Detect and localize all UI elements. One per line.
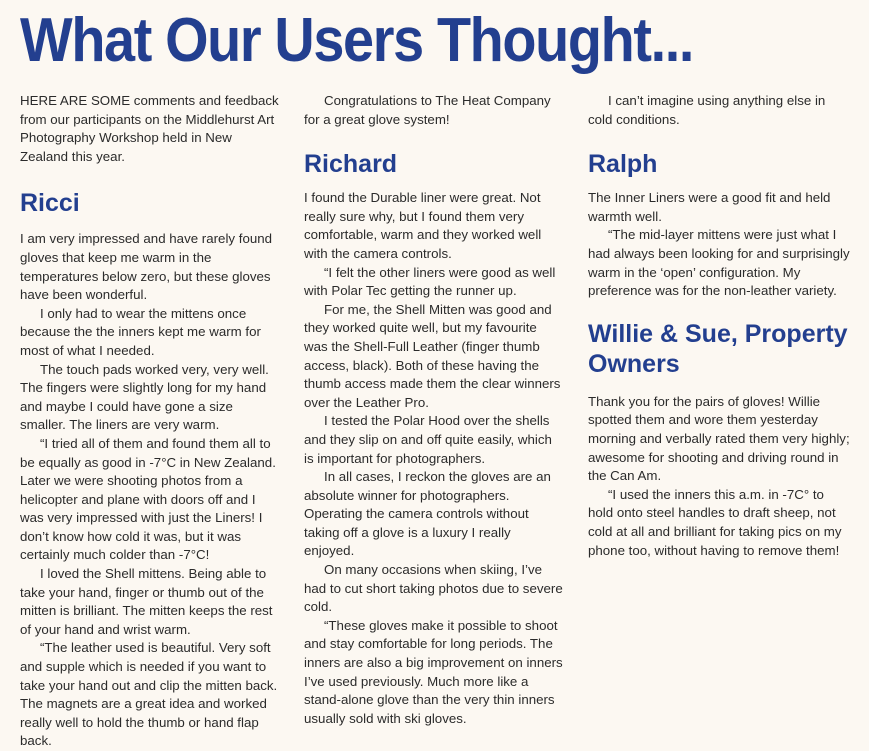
richard-paragraph: I tested the Polar Hood over the shells and they slip on and off quite easily, which is important for photographers. <box>304 413 552 466</box>
richard-paragraph: In all cases, I reckon the gloves are an absolute winner for photographers. Operating the camera controls without taking off a glove is a luxury I really enjoyed. <box>304 469 551 559</box>
heading-richard: Richard <box>304 150 398 179</box>
richard-paragraph: I found the Durable liner were great. Not really sure why, but I found them very comfortable, warm and they worked well with the camera controls. <box>304 190 542 261</box>
column-1 <box>20 92 282 751</box>
ricci-paragraph: “The leather used is beautiful. Very soft and supple which is needed if you want to take your hand out and clip the mitten back. The magnets are a great idea and worked really well to hold the thumb or hand flap back. <box>20 640 278 749</box>
ralph-paragraph: The Inner Liners were a good fit and held warmth well. <box>588 190 831 224</box>
ricci-paragraph: “I tried all of them and found them all to be equally as good in -7°C in New Zealand. Later we were shooting photos from a helicopter and plane with doors off and I was very impressed with just the Liners! I don’t know how cold it was, but it was certainly much colder than -7°C! <box>20 435 276 563</box>
richard-paragraph: For me, the Shell Mitten was good and they worked quite well, but my favourite was the Shell-Full Leather (finger thumb access, black). Both of these having the thumb access made them the clear winners over the Leather Pro. <box>304 301 561 410</box>
heading-ricci: Ricci <box>20 189 80 218</box>
column-3 <box>588 92 850 560</box>
column-2 <box>304 92 564 728</box>
ricci-paragraph: I only had to wear the mittens once because the the inners kept me warm for most of what I needed. <box>20 305 261 358</box>
ricci-paragraph: The touch pads worked very, very well. The fingers were slightly long for my hand and maybe I could have gone a size smaller. The liners are very warm. <box>20 361 269 433</box>
richard-paragraph: I can’t imagine using anything else in cold conditions. <box>588 93 826 127</box>
ricci-paragraph: Congratulations to The Heat Company for a great glove system! <box>304 93 551 127</box>
intro-paragraph: HERE ARE SOME comments and feedback from our participants on the Middlehurst Art Photography Workshop held in New Zealand this year. <box>20 93 279 164</box>
heading-ralph: Ralph <box>588 150 658 179</box>
ricci-paragraph: I loved the Shell mittens. Being able to take your hand, finger or thumb out of the mitten is brilliant. The mitten keeps the rest of your hand and wrist warm. <box>20 566 273 637</box>
ricci-paragraph: I am very impressed and have rarely found gloves that keep me warm in the temperatures below zero, but these gloves have been wonderful. <box>20 231 273 303</box>
willie-paragraph: “I used the inners this a.m. in -7C° to hold onto steel handles to draft sheep, not cold at all and brilliant for taking pics on my phone too, without having to remove them! <box>588 486 842 558</box>
willie-paragraph: Thank you for the pairs of gloves! Willie spotted them and wore them yesterday morning and verbally rated them very highly; awesome for shooting and driving round in the Can Am. <box>588 393 850 484</box>
heading-willie-sue: Willie & Sue, Property Owners <box>588 319 848 378</box>
richard-paragraph: On many occasions when skiing, I’ve had to cut short taking photos due to severe cold. <box>304 562 563 615</box>
richard-paragraph: “I felt the other liners were good as well with Polar Tec getting the runner up. <box>304 264 556 299</box>
ralph-paragraph: “The mid-layer mittens were just what I had always been looking for and surprisingly warm in the ‘open’ configuration. My preference was for the non-leather variety. <box>588 227 850 299</box>
richard-paragraph: “These gloves make it possible to shoot and stay comfortable for long periods. The inners are also a big improvement on inners I’ve used previously. Much more like a stand-alone glove than the very thin inners usually sold with ski gloves. <box>304 617 563 726</box>
article-title: What Our Users Thought... <box>20 6 694 75</box>
